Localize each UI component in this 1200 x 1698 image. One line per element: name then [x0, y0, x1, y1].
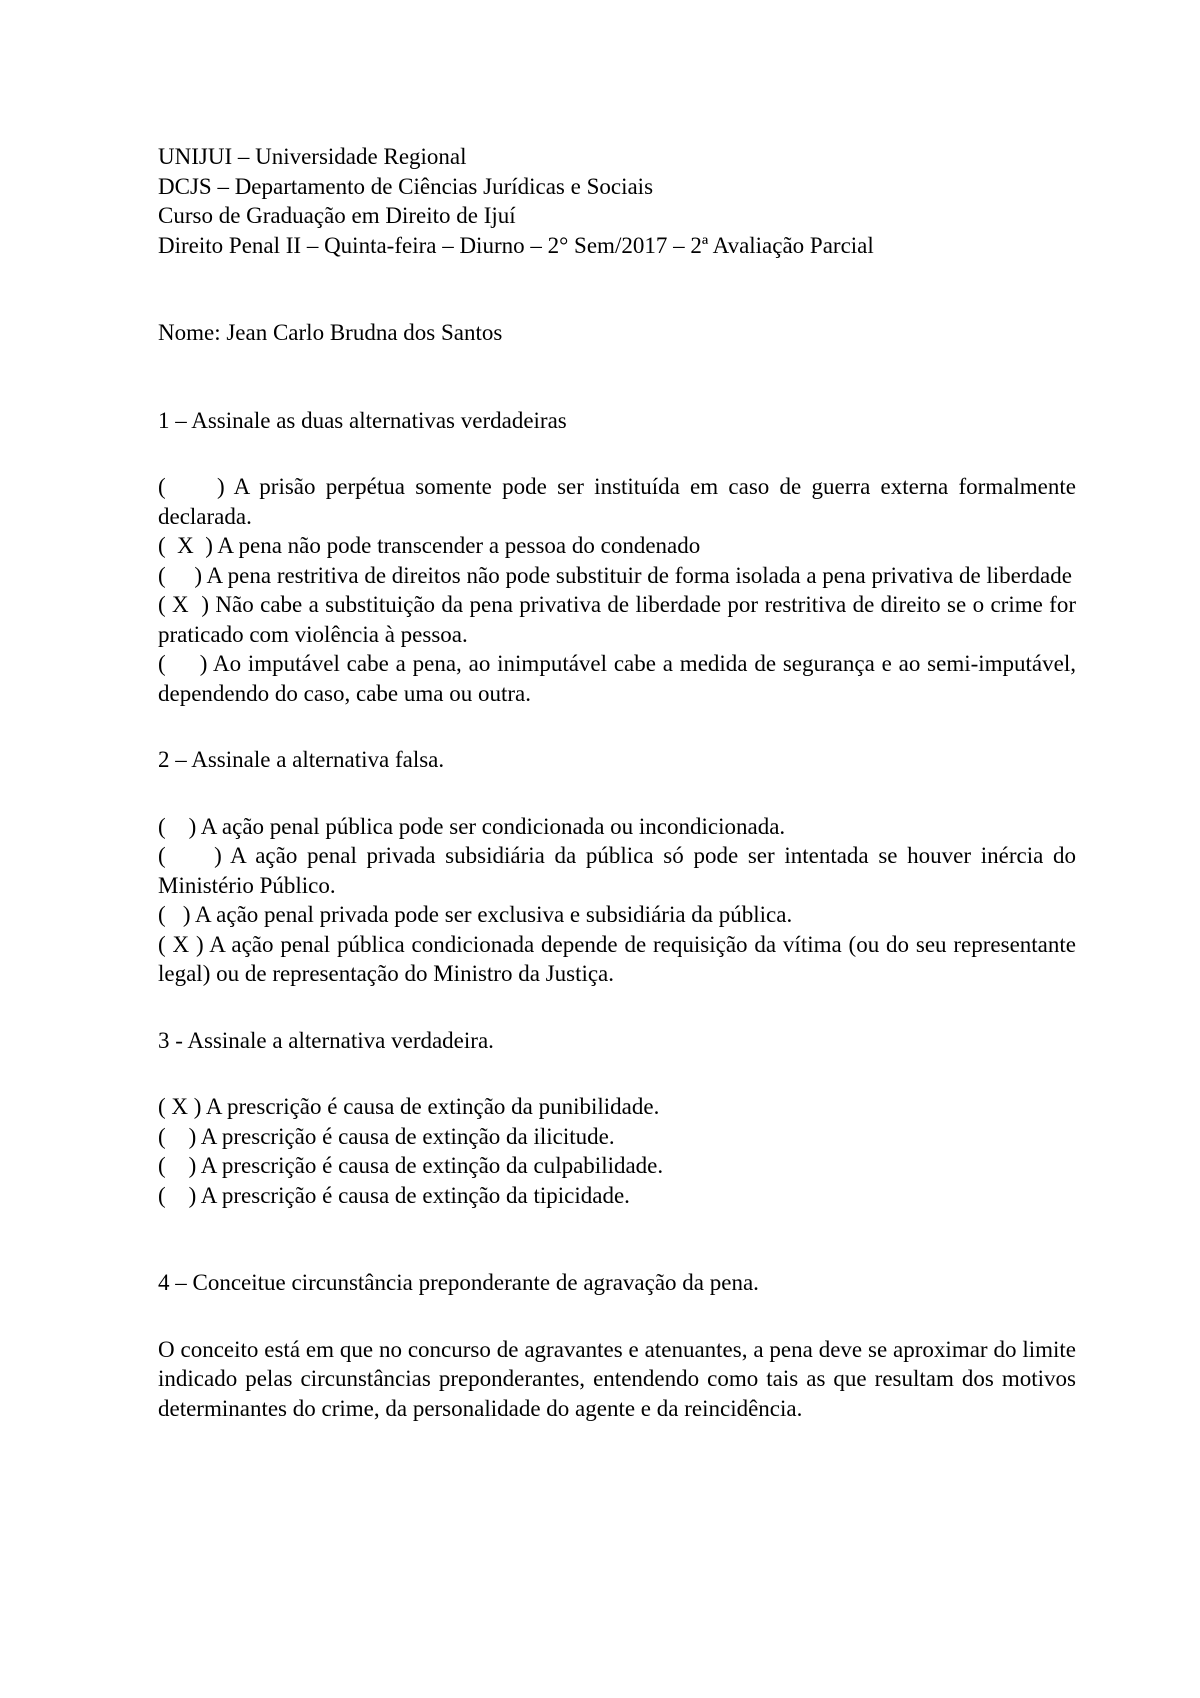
option-text: A prescrição é causa de extinção da culpabilidade. [196, 1153, 664, 1178]
option-text: A pena não pode transcender a pessoa do condenado [212, 533, 701, 558]
option-text: A prescrição é causa de extinção da tipicidade. [196, 1182, 630, 1208]
option-mark: ( X ) [158, 1094, 202, 1119]
option-mark: ( ) [158, 1123, 197, 1149]
option-mark: ( ) [158, 813, 197, 839]
question-2-option-4 [158, 930, 1076, 989]
question-4 [158, 1268, 1076, 1423]
option-mark: ( ) [158, 1153, 197, 1178]
subject-line: Direito Penal II – Quinta-feira – Diurno – 2° Sem/2017 – 2ª Avaliação Parcial [158, 232, 874, 258]
question-2 [158, 745, 1076, 989]
option-text: A ação penal pública condicionada depende de requisição da vítima (ou do seu representante legal) ou de representação do Ministro da Justiça. [158, 931, 1076, 986]
option-mark: ( ) [158, 1182, 197, 1208]
option-text: A prescrição é causa de extinção da ilicitude. [196, 1123, 615, 1149]
header-block [158, 142, 1076, 260]
option-mark: ( ) [158, 843, 222, 868]
question-1-option-1 [158, 472, 1076, 531]
exam-page [158, 142, 1076, 1423]
question-2-option-3 [158, 900, 1076, 930]
option-mark: ( ) [158, 902, 191, 927]
question-3-option-3 [158, 1151, 1076, 1181]
question-3-option-1 [158, 1092, 1076, 1122]
option-text: A prescrição é causa de extinção da punibilidade. [201, 1094, 660, 1119]
department-line: DCJS – Departamento de Ciências Jurídicas e Sociais [158, 173, 654, 199]
course-line: Curso de Graduação em Direito de Ijuí [158, 203, 516, 228]
option-text: A pena restritiva de direitos não pode substituir de forma isolada a pena privativa de liberdade [202, 562, 1072, 588]
question-3 [158, 1026, 1076, 1211]
question-2-title: 2 – Assinale a alternativa falsa. [158, 747, 445, 772]
question-1-title: 1 – Assinale as duas alternativas verdadeiras [158, 407, 567, 433]
question-1-option-3 [158, 561, 1076, 591]
question-2-option-2 [158, 841, 1076, 900]
question-3-option-4 [158, 1181, 1076, 1211]
student-name: Nome: Jean Carlo Brudna dos Santos [158, 320, 503, 345]
option-text: A ação penal privada pode ser exclusiva e subsidiária da pública. [190, 902, 793, 927]
option-text: Ao imputável cabe a pena, ao inimputável cabe a medida de segurança e ao semi-imputável, dependendo do caso, cabe uma ou outra. [158, 651, 1076, 706]
option-text: A ação penal privada subsidiária da pública só pode ser intentada se houver inércia do Ministério Público. [158, 843, 1076, 898]
question-4-title: 4 – Conceitue circunstância preponderante de agravação da pena. [158, 1270, 759, 1295]
question-3-title: 3 - Assinale a alternativa verdadeira. [158, 1027, 494, 1053]
option-mark: ( X ) [158, 931, 204, 957]
option-mark: ( ) [158, 474, 225, 499]
option-mark: ( ) [158, 651, 208, 676]
question-2-option-1 [158, 812, 1076, 842]
question-4-answer: O conceito está em que no concurso de agravantes e atenuantes, a pena deve se aproximar do limite indicado pelas circunstâncias preponderantes, entendendo como tais as que resultam dos motivos determinantes do crime, da personalidade do agente e da reincidência. [158, 1336, 1076, 1421]
university-line: UNIJUI – Universidade Regional [158, 144, 467, 169]
question-1-option-2 [158, 531, 1076, 561]
question-1-option-4 [158, 590, 1076, 649]
question-1 [158, 406, 1076, 709]
option-mark: ( X ) [158, 533, 213, 558]
question-1-option-5 [158, 649, 1076, 708]
option-text: A ação penal pública pode ser condicionada ou incondicionada. [196, 813, 786, 839]
question-3-option-2 [158, 1122, 1076, 1152]
option-mark: ( X ) [158, 592, 210, 617]
option-mark: ( ) [158, 562, 203, 588]
option-text: A prisão perpétua somente pode ser instituída em caso de guerra externa formalmente declarada. [158, 474, 1076, 529]
option-text: Não cabe a substituição da pena privativa de liberdade por restritiva de direito se o crime for praticado com violência à pessoa. [158, 592, 1076, 647]
